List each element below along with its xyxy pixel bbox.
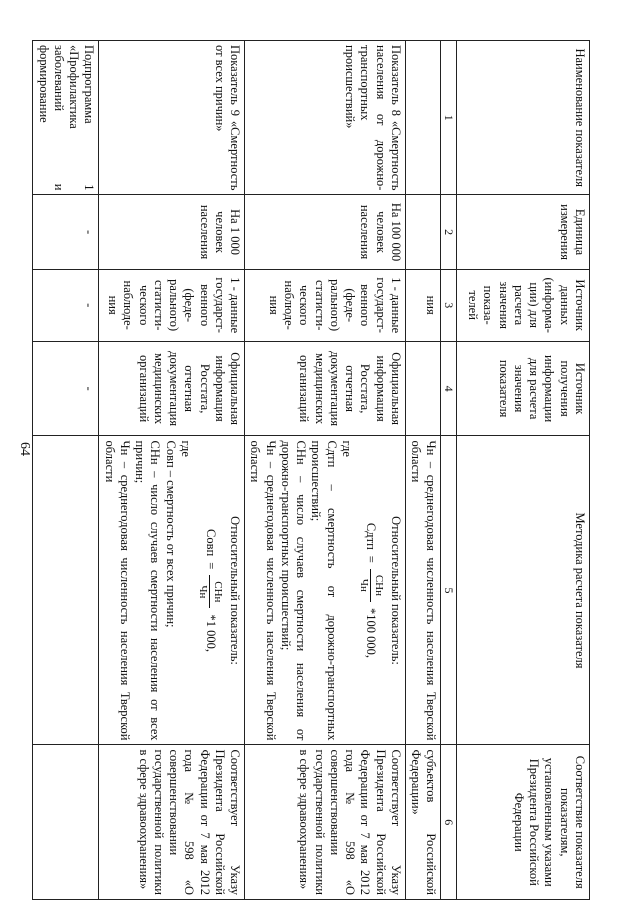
indicator-method bbox=[245, 436, 406, 745]
method-intro: Относительный показатель: bbox=[388, 516, 403, 665]
method-explanation: СНн – число случаев смертности населения от дорожно-транспортных происшествий; bbox=[278, 440, 309, 741]
page-number: 64 bbox=[17, 442, 32, 456]
col-number: 4 bbox=[441, 341, 457, 436]
indicator-row bbox=[99, 41, 245, 900]
formula-denominator: Чн bbox=[358, 578, 371, 592]
continuation-compliance: субъектов Российской Федерации» bbox=[405, 745, 441, 900]
formula-numerator: СНн bbox=[209, 575, 223, 608]
formula-numerator: СНн bbox=[370, 569, 384, 602]
indicator-unit: На 1 000 человек населения bbox=[99, 195, 245, 269]
header-compliance: Соответствие показателя показателям, установленным указами Президента Российской Федерации bbox=[457, 745, 590, 900]
header-method: Методика расчета показателя bbox=[457, 436, 590, 745]
subprogram-data-source: - bbox=[33, 269, 99, 341]
indicator-name: Показатель 8 «Смертность населения от дорожно-транспортных происшествий» bbox=[245, 41, 406, 195]
formula-fraction bbox=[196, 575, 224, 608]
indicator-data-source: 1 - данные государст-венного (феде-рального) статисти-ческого наблюде-ния bbox=[99, 269, 245, 341]
method-intro: Относительный показатель: bbox=[228, 516, 243, 665]
formula-multiplier: *1 000, bbox=[203, 614, 218, 652]
subprogram-row bbox=[33, 41, 99, 900]
col-number: 2 bbox=[441, 195, 457, 269]
indicator-row bbox=[245, 41, 406, 900]
indicator-data-source: 1 - данные государст-венного (феде-рального) статисти-ческого наблюде-ния bbox=[245, 269, 406, 341]
header-unit: Единица измерения bbox=[457, 195, 590, 269]
rotated-table-wrapper bbox=[36, 40, 590, 900]
col-number: 1 bbox=[441, 41, 457, 195]
indicator-method bbox=[99, 436, 245, 745]
header-data-source: Источник данных (информа-ции) для расчета значения показа-телей bbox=[457, 269, 590, 341]
indicator-unit: На 100 000 человек населения bbox=[245, 195, 406, 269]
header-row bbox=[457, 41, 590, 900]
method-explanation: Чн – среднегодовая численность населения Тверской области bbox=[102, 440, 132, 741]
indicator-info-source: Официальная информация Росстата, отчетная документация медицинских организаций bbox=[99, 341, 245, 436]
method-explanation: Совп – смертность от всех причин; bbox=[163, 440, 178, 628]
indicator-name: Показатель 9 «Смертность от всех причин» bbox=[99, 41, 245, 195]
formula-lhs: Совп bbox=[203, 529, 218, 557]
formula-denominator: Чн bbox=[197, 585, 210, 599]
subprogram-info-source: - bbox=[33, 341, 99, 436]
method-explanation: Сдтп – смертность от дорожно-транспортных происшествий; bbox=[309, 440, 339, 741]
formula: Сдтп = СНн Чн *100 000, bbox=[358, 522, 385, 659]
method-explanation: Чн – среднегодовая численность населения Тверской области bbox=[248, 440, 278, 741]
method-where: где bbox=[179, 440, 193, 457]
formula-multiplier: *100 000, bbox=[364, 608, 379, 659]
indicator-compliance: Соответствует Указу Президента Российской Федерации от 7 мая 2012 года № 598 «О совершенствовании государственной политики в сфере здравоохранения» bbox=[99, 745, 245, 900]
continuation-source: ния bbox=[405, 269, 441, 341]
formula-fraction bbox=[357, 569, 385, 602]
continuation-method: Чн – среднегодовая численность населения Тверской области bbox=[405, 436, 441, 745]
indicator-compliance: Соответствует Указу Президента Российской Федерации от 7 мая 2012 года № 598 «О совершенствовании государственной политики в сфере здравоохранения» bbox=[245, 745, 406, 900]
formula: Совп = СНн Чн *1 000, bbox=[197, 529, 224, 652]
numbering-row bbox=[441, 41, 457, 900]
formula-lhs: Сдтп bbox=[364, 522, 379, 550]
col-number: 5 bbox=[441, 436, 457, 745]
method-where: где bbox=[339, 440, 354, 457]
subprogram-name: Подпрограмма 1 «Профилактика заболеваний и формирование bbox=[33, 41, 99, 195]
continuation-row bbox=[405, 41, 441, 900]
subprogram-unit: - bbox=[33, 195, 99, 269]
header-info-source: Источник получения информации для расчета значения показателя bbox=[457, 341, 590, 436]
method-explanation: СНн – число случаев смертности населения от всех причин; bbox=[133, 440, 163, 741]
header-name: Наименование показателя bbox=[457, 41, 590, 195]
indicator-info-source: Официальная информация Росстата, отчетная документация медицинских организаций bbox=[245, 341, 406, 436]
indicators-table bbox=[33, 40, 591, 900]
col-number: 3 bbox=[441, 269, 457, 341]
col-number: 6 bbox=[441, 745, 457, 900]
